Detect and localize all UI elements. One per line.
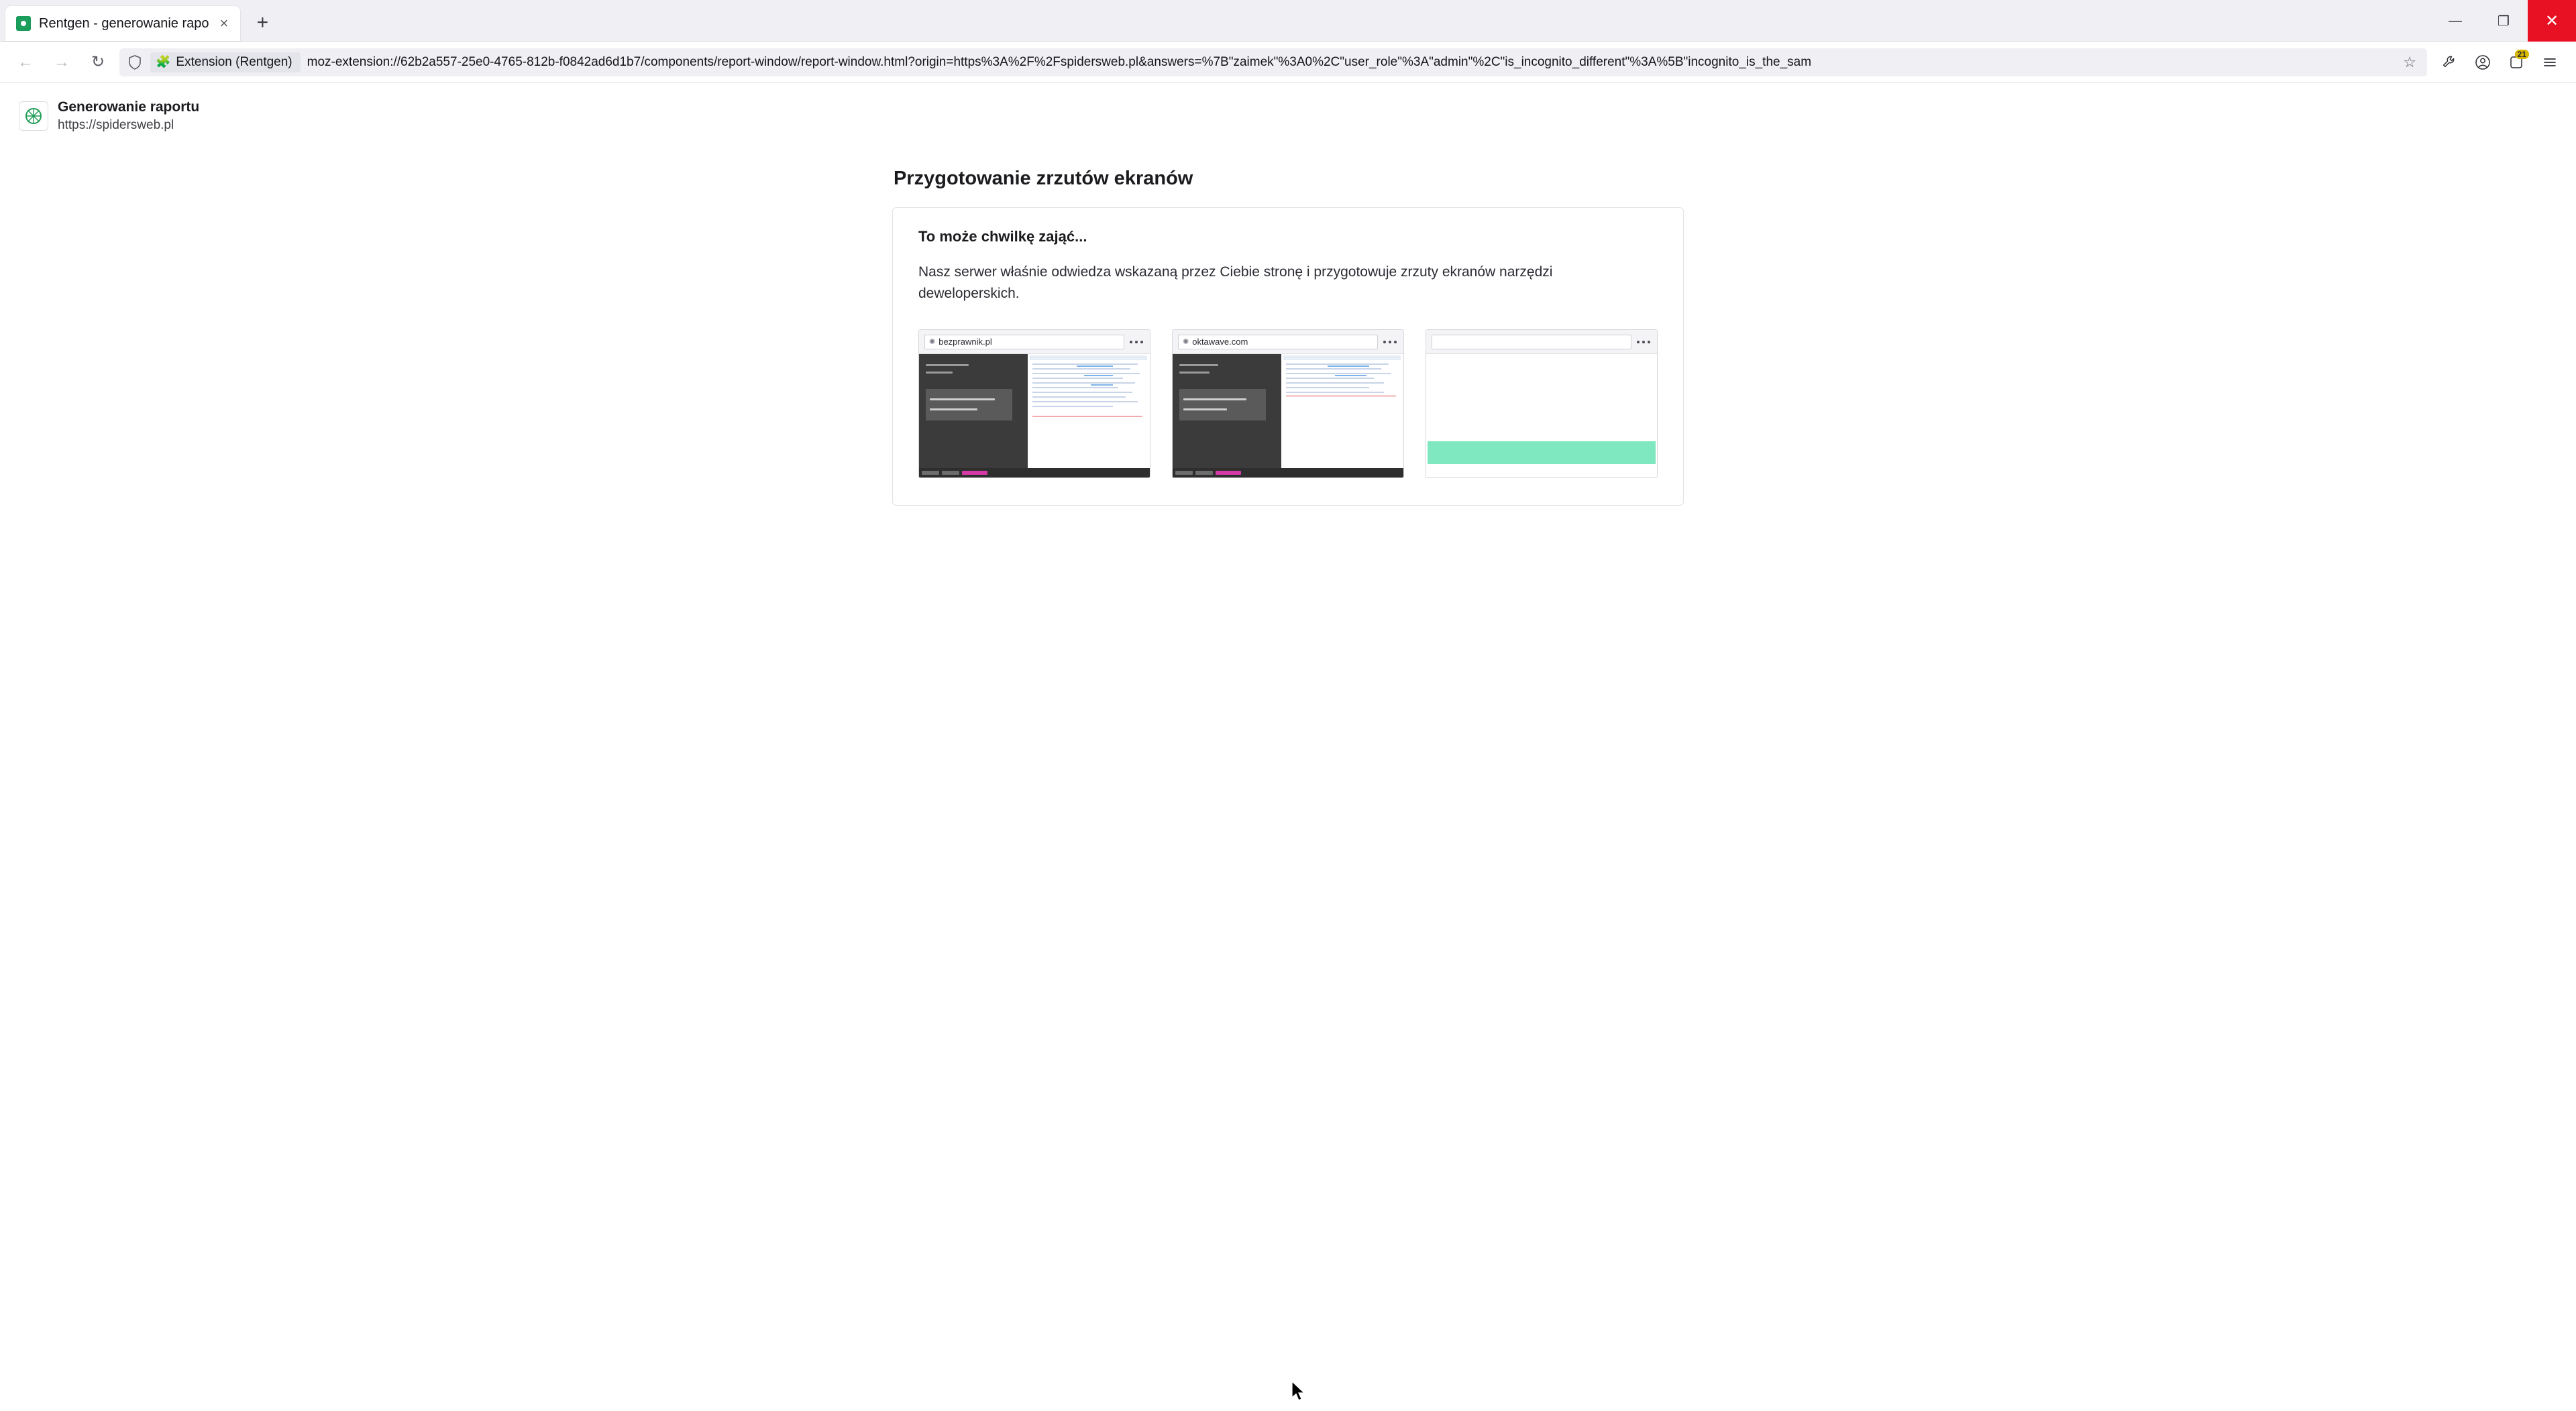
thumbnail-url-field — [924, 335, 1124, 349]
puzzle-icon: 🧩 — [156, 55, 171, 68]
new-tab-button[interactable]: + — [256, 11, 269, 34]
bookmark-star-icon[interactable]: ☆ — [2403, 53, 2416, 70]
card-text: Nasz serwer właśnie odwiedza wskazaną przez Ciebie stronę i przygotowuje zrzuty ekranów narzędzi deweloperskich. — [918, 264, 1553, 301]
tab-strip — [0, 0, 275, 41]
page-content — [0, 83, 2576, 1411]
devtools-network-pane — [1281, 354, 1403, 477]
report-header — [0, 83, 2576, 133]
extensions-icon[interactable] — [2501, 47, 2532, 78]
report-body — [892, 168, 1684, 506]
account-icon[interactable] — [2467, 47, 2498, 78]
screenshot-thumbnail[interactable] — [918, 329, 1150, 478]
minimize-button[interactable]: — — [2449, 13, 2462, 28]
site-meta — [58, 99, 199, 133]
devtools-page-pane — [1173, 354, 1281, 477]
devtools-network-pane — [1028, 354, 1150, 477]
forward-icon[interactable]: → — [54, 52, 70, 71]
window-controls — [2431, 0, 2576, 42]
url-text[interactable]: moz-extension://62b2a557-25e0-4765-812b-f0842ad6d1b7/components/report-window/report-window.html?origin=https%3A%2F%2Fspidersweb.pl&answers=%7B"zaimek"%3A0%2C"user_role"%3A"admin"%2C"is_incognito_different"%3A%5B"incognito_is_the_sam — [307, 54, 1812, 69]
thumbnail-menu-icon[interactable] — [1383, 341, 1398, 343]
devtools-screenshot — [1173, 354, 1403, 477]
shield-icon[interactable] — [126, 54, 144, 71]
tab-rentgen[interactable] — [5, 6, 240, 41]
thumbnail-preview — [1173, 354, 1403, 477]
back-icon[interactable]: ← — [17, 52, 34, 71]
extension-chip-label: Extension (Rentgen) — [176, 54, 292, 69]
devtools-statusbar — [1173, 468, 1403, 477]
window-close-button[interactable]: ✕ — [2528, 0, 2576, 42]
card-title: To może chwilkę zająć... — [918, 228, 1087, 245]
address-bar[interactable] — [119, 48, 2427, 76]
loading-progress-band — [1428, 441, 1656, 464]
thumbnail-toolbar — [1426, 330, 1657, 354]
reload-icon[interactable]: ↻ — [91, 53, 105, 71]
wrench-icon[interactable] — [2434, 47, 2465, 78]
thumbnail-menu-icon[interactable] — [1130, 341, 1144, 343]
mouse-cursor — [1291, 1381, 1308, 1404]
tab-title: Rentgen - generowanie rapo — [39, 15, 209, 31]
status-card — [892, 207, 1684, 506]
extensions-badge: 21 — [2515, 50, 2529, 59]
close-icon[interactable]: × — [219, 15, 229, 32]
thumbnail-preview-empty — [1426, 354, 1657, 477]
screenshot-thumbnail[interactable] — [1172, 329, 1404, 478]
report-title: Generowanie raportu — [58, 99, 200, 115]
page-favicon-icon: ✺ — [929, 338, 936, 346]
thumbnail-toolbar — [1173, 330, 1403, 354]
page-favicon-icon: ✺ — [1183, 338, 1189, 346]
menu-icon[interactable] — [2534, 47, 2565, 78]
maximize-button[interactable]: ❐ — [2498, 13, 2510, 29]
thumbnail-menu-icon[interactable] — [1637, 341, 1652, 343]
toolbar-icons — [2434, 47, 2565, 78]
screenshot-thumbnail-loading[interactable] — [1426, 329, 1658, 478]
thumbnail-preview — [919, 354, 1150, 477]
devtools-screenshot — [919, 354, 1150, 477]
devtools-page-pane — [919, 354, 1028, 477]
thumbnail-url-field — [1432, 335, 1631, 349]
report-url: https://spidersweb.pl — [58, 118, 174, 132]
title-bar — [0, 0, 2576, 42]
screenshot-thumbnails — [918, 329, 1658, 478]
navigation-bar — [0, 42, 2576, 83]
thumbnail-url-field — [1178, 335, 1378, 349]
thumbnail-toolbar — [919, 330, 1150, 354]
page-title: Przygotowanie zrzutów ekranów — [894, 168, 1193, 189]
thumbnail-url-text: oktawave.com — [1192, 337, 1248, 347]
thumbnail-url-text: bezprawnik.pl — [938, 337, 992, 347]
extension-chip[interactable] — [150, 52, 301, 72]
rentgen-logo — [19, 101, 48, 131]
devtools-statusbar — [919, 468, 1150, 477]
rentgen-favicon — [16, 16, 31, 31]
